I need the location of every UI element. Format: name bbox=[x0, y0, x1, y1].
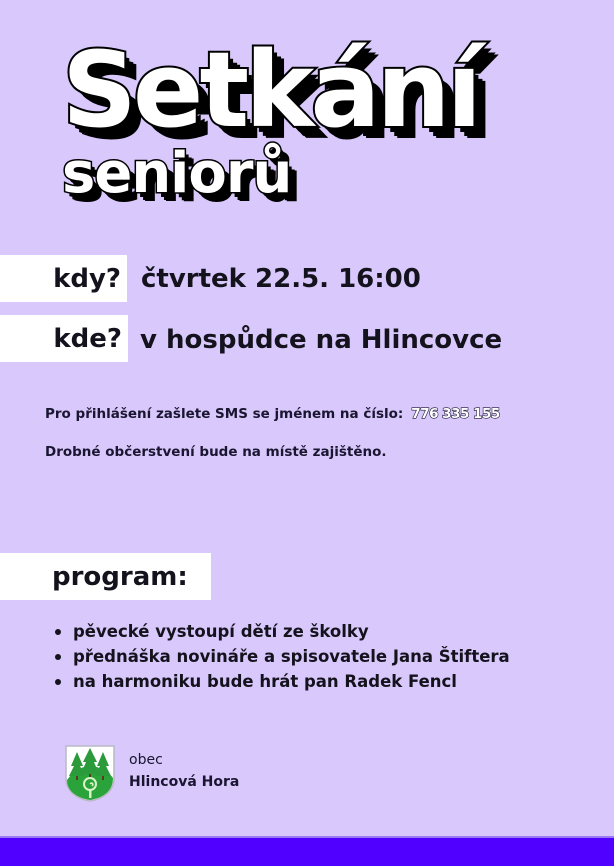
refreshments-info: Drobné občerstvení bude na místě zajištěno. bbox=[45, 444, 387, 460]
registration-text: Pro přihlášení zašlete SMS se jménem na číslo: bbox=[45, 406, 404, 422]
bullet-icon bbox=[55, 629, 61, 635]
municipal-coat-of-arms-icon bbox=[64, 744, 116, 802]
organizer-name: Hlincová Hora bbox=[129, 774, 240, 790]
when-label-box bbox=[0, 255, 127, 302]
program-list bbox=[55, 619, 510, 694]
where-value: v hospůdce na Hlincovce bbox=[140, 325, 503, 355]
when-label: kdy? bbox=[53, 263, 121, 294]
organizer-prefix: obec bbox=[129, 752, 163, 768]
program-item: pěvecké vystoupí dětí ze školky bbox=[55, 619, 510, 644]
registration-info bbox=[45, 406, 500, 422]
bullet-icon bbox=[55, 679, 61, 685]
title-line-1: Setkání bbox=[62, 29, 479, 151]
phone-number: 776 335 155 bbox=[411, 406, 500, 422]
bullet-icon bbox=[55, 654, 61, 660]
program-label: program: bbox=[52, 561, 188, 592]
bottom-color-strip bbox=[0, 836, 614, 866]
program-item: na harmoniku bude hrát pan Radek Fencl bbox=[55, 669, 510, 694]
where-label-box bbox=[0, 315, 128, 362]
where-label: kde? bbox=[53, 323, 122, 354]
title-line-2: seniorů bbox=[62, 141, 292, 206]
program-label-box bbox=[0, 553, 211, 600]
program-item: přednáška novináře a spisovatele Jana Štiftera bbox=[55, 644, 510, 669]
when-value: čtvrtek 22.5. 16:00 bbox=[141, 264, 421, 294]
